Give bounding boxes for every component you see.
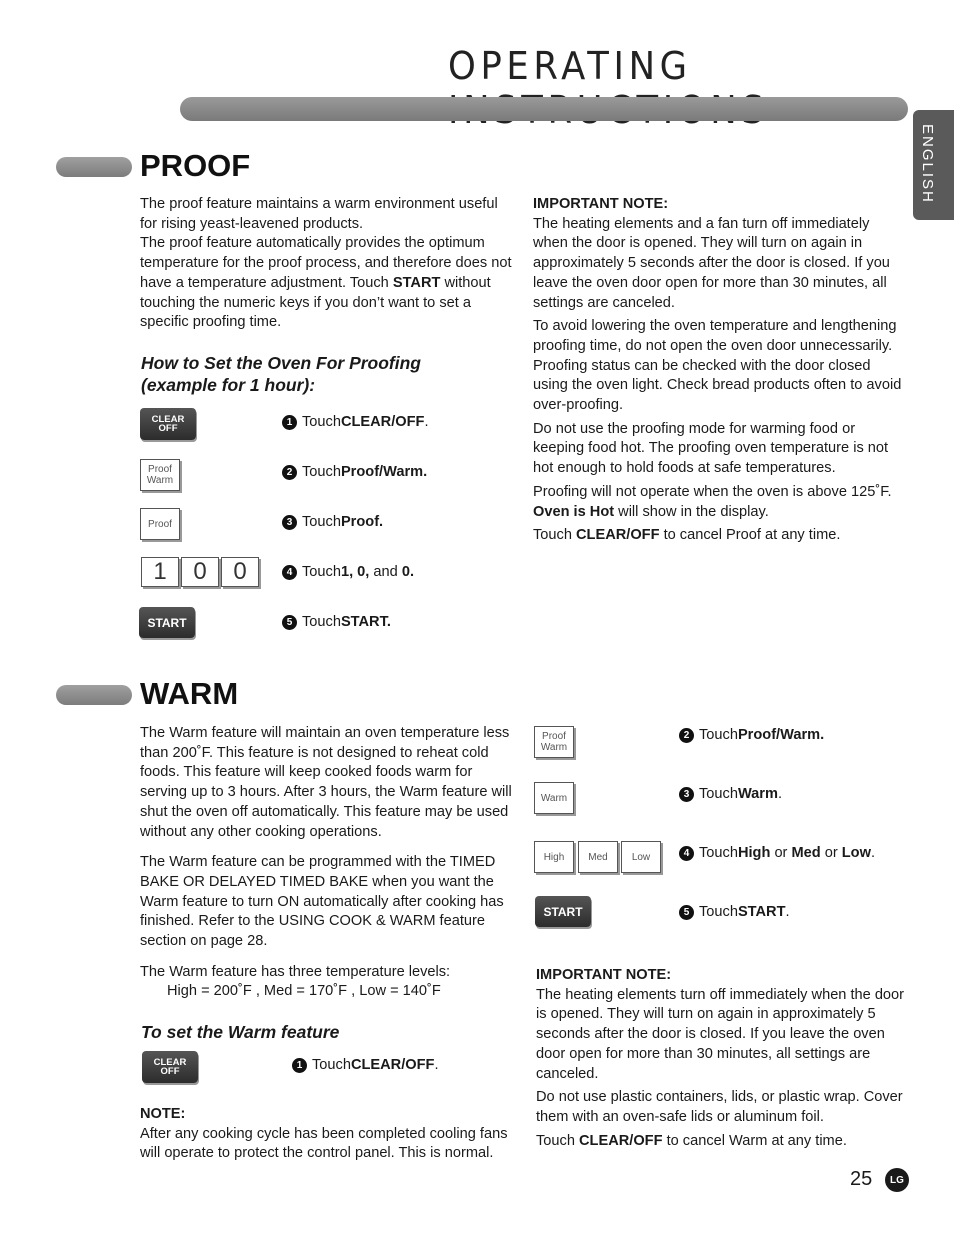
proof-step-3: 3 Touch Proof. — [282, 514, 383, 530]
warm-imp-title: IMPORTANT NOTE: — [536, 967, 672, 983]
proof-intro — [140, 195, 518, 333]
proof-title: PROOF — [140, 148, 251, 183]
number-key-0[interactable]: 0 — [181, 557, 219, 587]
number-key-0[interactable]: 0 — [221, 557, 259, 587]
proof-step-1: 1 Touch CLEAR/OFF . — [282, 414, 429, 430]
warm-step-4: 4 Touch High or Med or Low . — [679, 845, 875, 861]
warm-step-1: 1 Touch CLEAR/OFF . — [292, 1057, 439, 1073]
warm-imp-2: Do not use plastic containers, lids, or plastic wrap. Cover them with an oven-safe lids or aluminum foil. — [536, 1089, 903, 1125]
warm-important-note — [536, 966, 908, 1151]
warm-imp-1: The heating elements turn off immediately when the door is opened. They will turn on again in approximately 5 seconds after the door is closed. If you leave the oven door open for more than 30 minutes, all settings are canceled. — [536, 986, 905, 1082]
warm-note-text: After any cooking cycle has been completed cooling fans will operate to protect the control panel. This is normal. — [140, 1125, 508, 1162]
proof-note-3: Do not use the proofing mode for warming food or keeping food hot. The proofing oven temperature is not hot enough to hold foods at safe temperatures. — [533, 420, 889, 477]
warm-note — [140, 1105, 518, 1164]
proof-important-note — [533, 195, 905, 546]
header-bar — [180, 97, 908, 121]
warm-note-title: NOTE: — [140, 1106, 186, 1122]
section-pill-warm — [56, 685, 132, 705]
warm-step-2: 2 Touch Proof/Warm. — [679, 727, 824, 743]
warm-intro-3: The Warm feature has three temperature levels: — [140, 963, 451, 980]
page-number: 25 — [850, 1168, 873, 1190]
proof-intro-2: The proof feature automatically provides the optimum temperature for the proof process, and therefore does not have a temperature adjustment. Touch START without touching the numeric keys if you don’t want to set a specific proofing time. — [140, 235, 512, 331]
proof-note-1: The heating elements and a fan turn off immediately when the door is opened. They will turn on again in approximately 5 seconds after the door is closed. If you leave the oven door open for more than 30 minutes, all settings are canceled. — [533, 215, 890, 311]
start-button[interactable]: START — [535, 896, 591, 927]
warm-levels: High = 200˚F , Med = 170˚F , Low = 140˚F — [167, 983, 441, 1000]
warm-intro — [140, 724, 518, 1002]
warm-title: WARM — [140, 676, 239, 711]
warm-imp-3: Touch CLEAR/OFF to cancel Warm at any time. — [536, 1132, 847, 1149]
proof-note-2: To avoid lowering the oven temperature and lengthening proofing time, do not open the oven door unnecessarily. Proofing status can be checked with the door closed using the oven light. Check bread products often to avoid over-proofing. — [533, 318, 902, 414]
warm-intro-1: The Warm feature will maintain an oven temperature less than 200˚F. This feature is not designed to reheat cold foods. This feature will keep cooked foods warm for serving up to 3 hours. After 3 hours, the Warm feature will shut the oven off automatically. This feature may be used without any other cooking operations. — [140, 725, 512, 840]
proof-step-5: 5 Touch START. — [282, 614, 391, 630]
proof-note-4: Proofing will not operate when the oven is above 125˚F. Oven is Hot will show in the display. — [533, 483, 892, 520]
warm-step-3: 3 Touch Warm . — [679, 786, 782, 802]
page-header-title: OPERATING — [448, 44, 692, 88]
proof-button[interactable]: Proof — [140, 508, 180, 540]
section-pill-proof — [56, 157, 132, 177]
proof-warm-button[interactable]: Proof Warm — [140, 459, 180, 491]
language-tab-label: ENGLISH — [919, 124, 936, 204]
proof-note-title: IMPORTANT NOTE: — [533, 196, 669, 212]
med-button[interactable]: Med — [578, 841, 618, 873]
language-tab — [913, 110, 954, 220]
start-button[interactable]: START — [139, 607, 195, 638]
warm-intro-2: The Warm feature can be programmed with the TIMED BAKE OR DELAYED TIMED BAKE when you want the Warm feature to turn ON automatically after cooking has finished. Refer to the USING COOK & WARM feature section on page 28. — [140, 854, 504, 950]
low-button[interactable]: Low — [621, 841, 661, 873]
warm-howto-title: To set the Warm feature — [141, 1022, 340, 1042]
proof-step-4: 4 Touch 1, 0, and 0. — [282, 564, 414, 580]
warm-button[interactable]: Warm — [534, 782, 574, 814]
clear-off-button[interactable]: CLEAR OFF — [142, 1051, 198, 1083]
proof-step-2: 2 Touch Proof/Warm. — [282, 464, 427, 480]
proof-howto-title: How to Set the Oven For Proofing (example for 1 hour): — [141, 353, 421, 395]
high-button[interactable]: High — [534, 841, 574, 873]
warm-step-5: 5 Touch START . — [679, 904, 790, 920]
proof-note-5: Touch CLEAR/OFF to cancel Proof at any time. — [533, 527, 841, 544]
number-key-1[interactable]: 1 — [141, 557, 179, 587]
clear-off-button[interactable]: CLEAR OFF — [140, 408, 196, 440]
proof-warm-button[interactable]: Proof Warm — [534, 726, 574, 758]
lg-logo: LG — [885, 1168, 909, 1192]
proof-intro-1: The proof feature maintains a warm environment useful for rising yeast-leavened products. — [140, 196, 498, 232]
